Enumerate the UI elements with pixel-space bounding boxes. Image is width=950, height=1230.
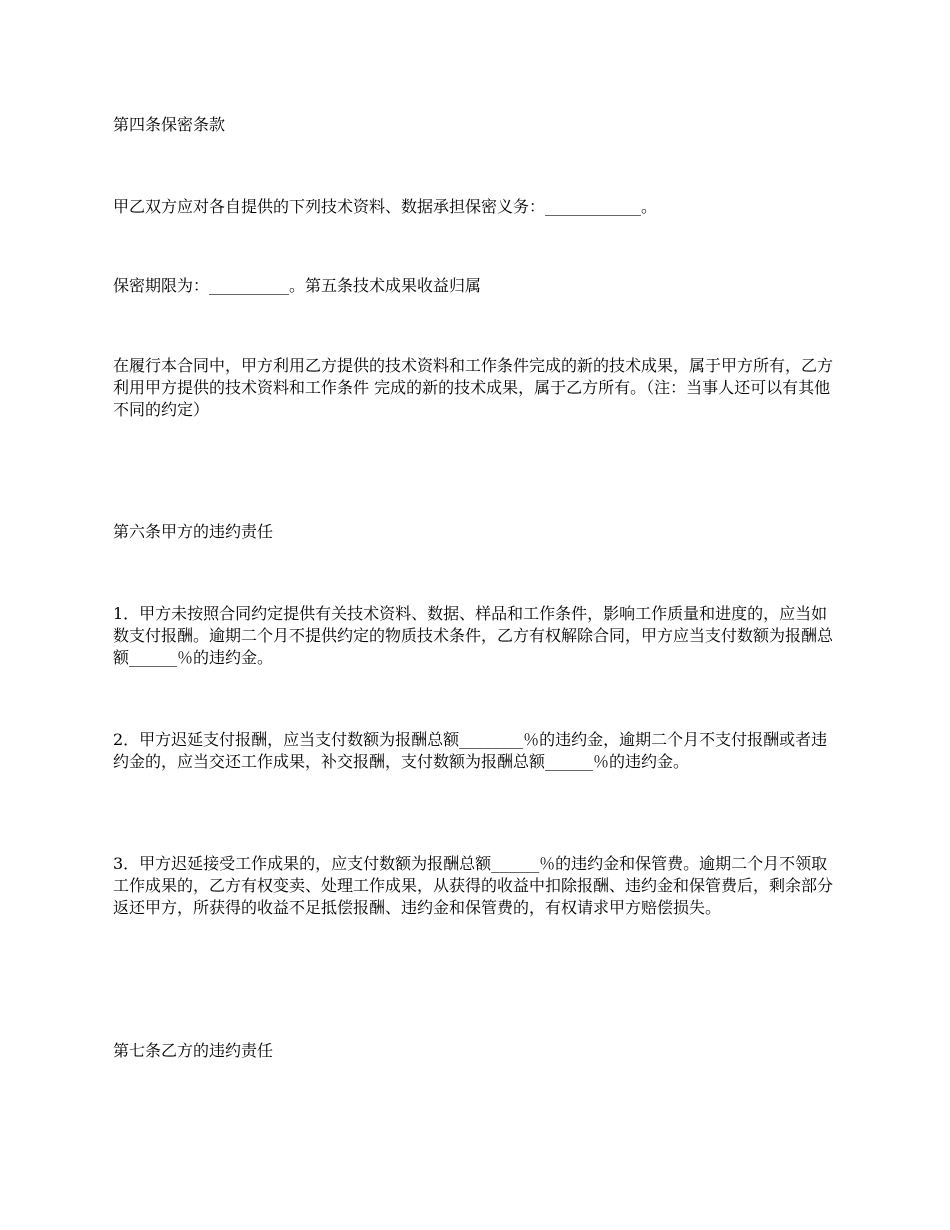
section-heading-party-b-liability: 第七条乙方的违约责任 [113,1041,274,1060]
party-a-liability-item-1: 1．甲方未按照合同约定提供有关技术资料、数据、样品和工作条件，影响工作质量和进度的，应当如数支付报酬。逾期二个月不提供约定的物质技术条件，乙方有权解除合同，甲方应当支付数额为报酬总额______％的违约金。 [113,604,834,667]
section-heading-confidentiality: 第四条保密条款 [113,115,226,134]
results-ownership-paragraph: 在履行本合同中，甲方利用乙方提供的技术资料和工作条件完成的新的技术成果，属于甲方所有，乙方利用甲方提供的技术资料和工作条件 完成的新的技术成果，属于乙方所有。（注：当事人还可以有其他不同的约定） [113,356,834,419]
confidentiality-clause-paragraph: 甲乙双方应对各自提供的下列技术资料、数据承担保密义务：____________。 [113,197,658,216]
section-heading-party-a-liability: 第六条甲方的违约责任 [113,522,274,541]
confidentiality-period-paragraph: 保密期限为：__________。第五条技术成果收益归属 [113,276,482,295]
party-a-liability-item-3: 3．甲方迟延接受工作成果的，应支付数额为报酬总额______％的违约金和保管费。逾期二个月不领取工作成果的，乙方有权变卖、处理工作成果，从获得的收益中扣除报酬、违约金和保管费后，剩余部分返还甲方，所获得的收益不足抵偿报酬、违约金和保管费的，有权请求甲方赔偿损失。 [113,854,834,917]
party-a-liability-item-2: 2．甲方迟延支付报酬，应当支付数额为报酬总额________％的违约金，逾期二个月不支付报酬或者违约金的，应当交还工作成果，补交报酬，支付数额为报酬总额______％的违约金。 [113,730,828,771]
